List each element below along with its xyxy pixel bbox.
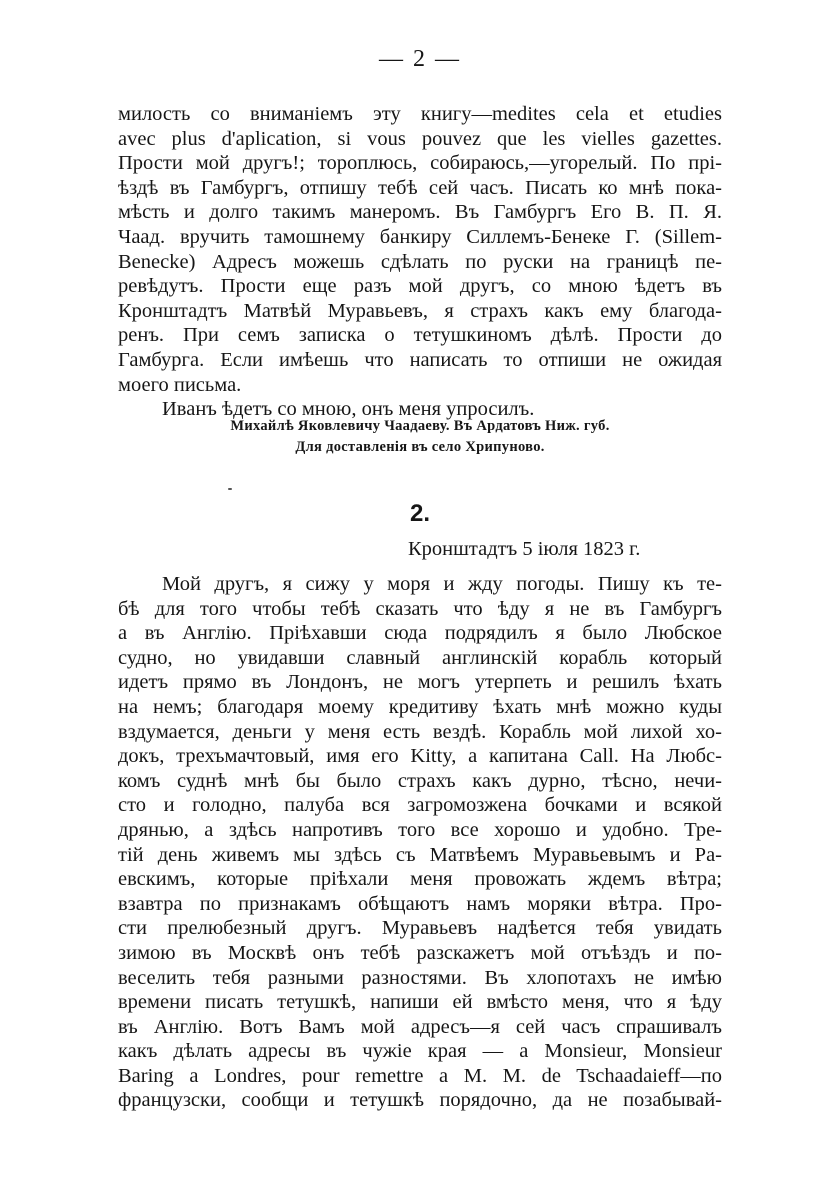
page-number: — 2 — xyxy=(379,46,461,72)
letter-2-line: вздумается, деньги у меня есть вездѣ. Корабль мой лихой хо- xyxy=(118,720,722,743)
letter-2-line: взавтра по признакамъ обѣщаютъ намъ моряки вѣтра. Про- xyxy=(118,892,722,915)
letter-2-line: въ Англію. Вотъ Вамъ мой адресъ—я сей часъ спрашивалъ xyxy=(118,1015,722,1038)
letter-2-line: какъ дѣлать адресы въ чужіе края — a Monsieur, Monsieur xyxy=(118,1040,722,1063)
letter-1-line: ренъ. При семъ записка о тетушкиномъ дѣлѣ. Прости до xyxy=(118,324,722,347)
letter-2-line: Мой другъ, я сижу у моря и жду погоды. Пишу къ те- xyxy=(162,573,722,595)
letter-2-line: зимою въ Москвѣ онъ тебѣ разскажетъ мой отъѣздъ и по- xyxy=(118,941,722,964)
letter-2-line: дрянью, а здѣсь напротивъ того все хорошо и удобно. Тре- xyxy=(118,818,722,841)
letter-2-line: времени писать тетушкѣ, напиши ей вмѣсто меня, что я ѣду xyxy=(118,991,722,1014)
letter-1-line: мѣсть и долго такимъ манеромъ. Въ Гамбургъ Его В. П. Я. xyxy=(118,201,722,224)
letter-2-line: французски, сообщи и тетушкѣ порядочно, да не позабывай- xyxy=(118,1089,722,1112)
letter-2-line: веселить тебя разными разностями. Въ хлопотахъ не имѣю xyxy=(118,966,722,989)
letter-1-line: Прости мой другъ!; тороплюсь, собираюсь,—угорелый. По прі- xyxy=(118,152,722,175)
letter-1-line: Кронштадтъ Матвѣй Муравьевъ, я страхъ какъ ему благода- xyxy=(118,299,722,322)
letter-1-line: ревѣдутъ. Прости еще разъ мой другъ, со мною ѣдетъ въ xyxy=(118,275,722,298)
letter-2-line: сто и голодно, палуба вся загромозжена бочками и всякой xyxy=(118,794,722,817)
address-line: Для доставленія въ село Хрипуново. xyxy=(295,439,545,455)
letter-1-line: avec plus d'aplication, si vous pouvez que les vielles gazettes. xyxy=(118,127,722,150)
letter-2-dateline: Кронштадтъ 5 іюля 1823 г. xyxy=(408,538,641,560)
letter-1-line: ѣздѣ въ Гамбургъ, отпишу тебѣ сей часъ. Писать ко мнѣ пока- xyxy=(118,176,722,199)
letter-2-body xyxy=(118,572,722,1113)
letter-2-number: 2. xyxy=(409,500,430,527)
letter-1-postscript: Иванъ ѣдетъ со мною, онъ меня упросилъ. xyxy=(162,398,535,421)
letter-1-line: Гамбурга. Если имѣешь что написать то отпиши не ожидая xyxy=(118,348,722,371)
letter-2-line: а въ Англію. Пріѣхавши сюда подрядилъ я было Любское xyxy=(118,622,722,645)
letter-2-line: комъ суднѣ мнѣ бы было страхъ какъ дурно, тѣсно, нечи- xyxy=(118,769,722,792)
letter-1-body xyxy=(118,102,722,422)
letter-1-line: Чаад. вручить тамошнему банкиру Силлемъ-Бенеке Г. (Sillem- xyxy=(118,225,722,248)
print-speck xyxy=(228,488,232,490)
letter-2-line: судно, но увидавши славный англинскій корабль который xyxy=(118,646,722,669)
address-line: Михайлѣ Яковлевичу Чаадаеву. Въ Ардатовъ Ниж. губ. xyxy=(230,418,610,434)
letter-1-line: милость со вниманіемъ эту книгу—medites cela et etudies xyxy=(118,103,722,125)
letter-2-line: евскимъ, которые пріѣхали меня провожать ждемъ вѣтра; xyxy=(118,868,722,891)
letter-2-line: сти прелюбезный другъ. Муравьевъ надѣется тебя увидать xyxy=(118,917,722,940)
letter-2-line: докъ, трехъмачтовый, имя его Kitty, а капитана Call. На Любс- xyxy=(118,745,722,768)
letter-2-line: бѣ для того чтобы тебѣ сказать что ѣду я не въ Гамбургъ xyxy=(118,597,722,620)
letter-2-line: идетъ прямо въ Лондонъ, не могъ утерпеть и решилъ ѣхать xyxy=(118,671,722,694)
letter-1-line: Benecke) Адресъ можешь сдѣлать по руски на границѣ пе- xyxy=(118,250,722,273)
letter-2-line: на немъ; благодаря моему кредитиву ѣхать мнѣ можно куды xyxy=(118,695,722,718)
letter-2-line: Baring a Londres, pour remettre a M. M. de Tschaadaieff—по xyxy=(118,1064,722,1087)
letter-2-line: тій день живемъ мы здѣсь съ Матвѣемъ Муравьевымъ и Ра- xyxy=(118,843,722,866)
letter-1-line: моего письма. xyxy=(118,373,242,396)
letter-1-address xyxy=(118,416,722,458)
